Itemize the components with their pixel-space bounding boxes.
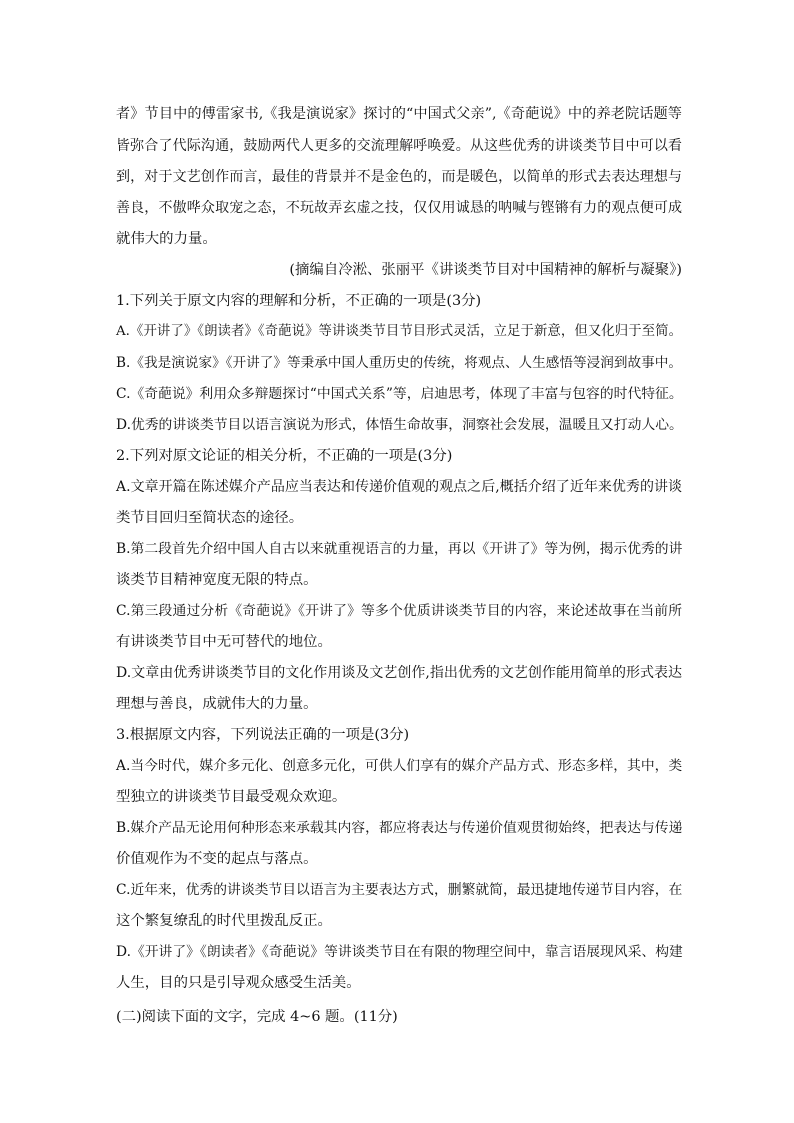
question-2-option-d: D.文章由优秀讲谈类节目的文化作用谈及文艺创作,指出优秀的文艺创作能用简单的形式表达 <box>116 665 682 681</box>
passage-line: 到，对于文艺创作而言，最佳的背景并不是金色的，而是暖色，以简单的形式去表达理想与 <box>116 169 682 185</box>
question-3-option-c: C.近年来，优秀的讲谈类节目以语言为主要表达方式，删繁就简，最迅捷地传递节目内容，在 <box>116 882 683 898</box>
question-3-option-c-cont: 这个繁复缭乱的时代里拨乱反正。 <box>116 913 332 929</box>
question-3-stem: 3.根据原文内容，下列说法正确的一项是(3分) <box>116 727 410 743</box>
passage-line: 皆弥合了代际沟通，鼓励两代人更多的交流理解呼唤爱。从这些优秀的讲谈类节目中可以看 <box>116 138 682 154</box>
question-1-option-a: A.《开讲了》《朗读者》《奇葩说》等讲谈类节目节目形式灵活，立足于新意，但又化归于至简。 <box>116 324 682 339</box>
question-2-option-b: B.第二段首先介绍中国人自古以来就重视语言的力量，再以《开讲了》等为例，揭示优秀的讲 <box>116 541 683 557</box>
question-2-option-b-cont: 谈类节目精神宽度无限的特点。 <box>116 572 318 588</box>
passage-line: 者》节目中的傅雷家书,《我是演说家》探讨的“中国式父亲”,《奇葩说》中的养老院话题等 <box>116 106 682 122</box>
question-1-stem: 1.下列关于原文内容的理解和分析，不正确的一项是(3分) <box>116 293 482 309</box>
question-3-option-d: D.《开讲了》《朗读者》《奇葩说》等讲谈类节目在有限的物理空间中，靠言语展现风采、构建 <box>116 944 683 960</box>
question-1-option-d: D.优秀的讲谈类节目以语言演说为形式，体悟生命故事，洞察社会发展，温暖且又打动人心。 <box>116 417 683 433</box>
question-3-option-d-cont: 人生，目的只是引导观众感受生活美。 <box>116 975 361 991</box>
question-2-option-c-cont: 有讲谈类节目中无可替代的地位。 <box>116 634 332 650</box>
passage-source: (摘编自冷淞、张丽平《讲谈类节目对中国精神的解析与凝聚》) <box>289 262 682 278</box>
question-2-option-d-cont: 理想与善良，成就伟大的力量。 <box>116 696 318 712</box>
question-2-option-c: C.第三段通过分析《奇葩说》《开讲了》等多个优质讲谈类节目的内容，来论述故事在当前所 <box>116 603 682 619</box>
question-1-option-b: B.《我是演说家》《开讲了》等秉承中国人重历史的传统，将观点、人生感悟等浸润到故事中。 <box>116 355 682 371</box>
question-1-option-c: C.《奇葩说》利用众多辩题探讨“中国式关系”等，启迪思考，体现了丰富与包容的时代特征。 <box>116 386 683 402</box>
passage-line: 善良，不傲哗众取宠之态，不玩故弄玄虚之技，仅仅用诚恳的呐喊与铿锵有力的观点便可成 <box>116 200 682 216</box>
section-heading: (二)阅读下面的文字，完成 4~6 题。(11分) <box>116 1009 398 1025</box>
question-2-option-a: A.文章开篇在陈述媒介产品应当表达和传递价值观的观点之后,概括介绍了近年来优秀的讲谈 <box>116 479 682 495</box>
question-3-option-b-cont: 价值观作为不变的起点与落点。 <box>116 851 318 867</box>
question-2-stem: 2.下列对原文论证的相关分析，不正确的一项是(3分) <box>116 448 453 464</box>
question-3-option-a-cont: 型独立的讲谈类节目最受观众欢迎。 <box>116 789 347 805</box>
question-3-option-a: A.当今时代，媒介多元化、创意多元化，可供人们享有的媒介产品方式、形态多样，其中，类 <box>116 758 683 774</box>
question-2-option-a-cont: 类节目回归至简状态的途径。 <box>116 510 304 526</box>
passage-line: 就伟大的力量。 <box>116 231 217 247</box>
question-3-option-b: B.媒介产品无论用何种形态来承载其内容，都应将表达与传递价值观贯彻始终，把表达与传递 <box>116 820 683 836</box>
